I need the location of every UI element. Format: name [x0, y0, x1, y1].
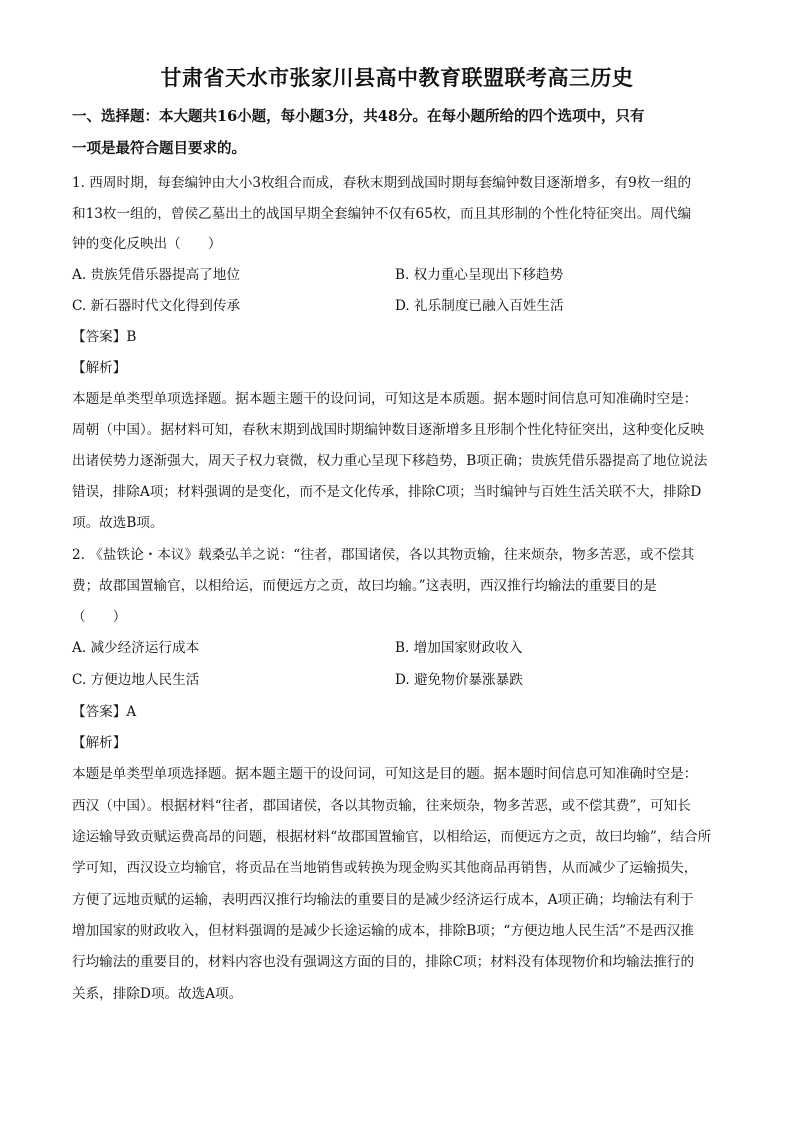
- q2-analysis-line-4: 学可知，西汉设立均输官，将贡品在当地销售或转换为现金购买其他商品再销售，从而减少了运输损失，: [72, 860, 698, 876]
- q1-option-d: D. 礼乐制度已融入百姓生活: [395, 298, 564, 314]
- q2-stem-line-3: （ ）: [72, 609, 127, 625]
- q2-analysis-line-6: 增加国家的财政收入，但材料强调的是减少长途运输的成本，排除B项；“方便边地人民生活”不是西汉推: [72, 923, 695, 939]
- q1-answer: 【答案】B: [72, 329, 137, 345]
- q2-option-b: B. 增加国家财政收入: [395, 640, 523, 656]
- q2-analysis-line-5: 方便了远地贡赋的运输，表明西汉推行均输法的重要目的是减少经济运行成本，A项正确；均输法有利于: [72, 892, 694, 908]
- q1-analysis-line-4: 错误，排除A项；材料强调的是变化，而不是文化传承，排除C项；当时编钟与百姓生活关联不大，排除D: [72, 484, 702, 500]
- q1-option-c: C. 新石器时代文化得到传承: [72, 298, 241, 314]
- q1-analysis-line-2: 周朝（中国）。据材料可知，春秋末期到战国时期编钟数目逐渐增多且形制个性化特征突出，这种变化反映: [72, 422, 705, 438]
- q1-stem-line-2: 和13枚一组的，曾侯乙墓出土的战国早期全套编钟不仅有65枚，而且其形制的个性化特征突出。周代编: [72, 206, 692, 222]
- q2-answer: 【答案】A: [72, 704, 137, 720]
- q2-analysis-line-2: 西汉（中国）。根据材料“往者，郡国诸侯，各以其物贡输，往来烦杂，物多苦恶，或不偿其费”，可知长: [72, 798, 691, 814]
- q1-analysis-label: 【解析】: [72, 360, 127, 376]
- q2-stem-line-1: 2. 《盐铁论・本议》载桑弘羊之说：“往者，郡国诸侯，各以其物贡输，往来烦杂，物多苦恶，或不偿其: [72, 547, 695, 563]
- q2-analysis-line-8: 关系，排除D项。故选A项。: [72, 986, 243, 1002]
- q1-stem-line-3: 钟的变化反映出（ ）: [72, 236, 222, 252]
- q2-analysis-line-1: 本题是单类型单项选择题。据本题主题干的设问词，可知这是目的题。据本题时间信息可知准确时空是：: [72, 766, 698, 782]
- q2-analysis-label: 【解析】: [72, 735, 127, 751]
- page-title: 甘肃省天水市张家川县高中教育联盟联考高三历史: [160, 65, 634, 90]
- q1-option-b: B. 权力重心呈现出下移趋势: [395, 267, 564, 283]
- section-heading-line-2: 一项是最符合题目要求的。: [72, 140, 246, 157]
- q2-stem-line-2: 费；故郡国置输官，以相给运，而便远方之贡，故曰均输。”这表明，西汉推行均输法的重要目的是: [72, 578, 657, 594]
- q1-option-a: A. 贵族凭借乐器提高了地位: [72, 267, 240, 283]
- q2-analysis-line-7: 行均输法的重要目的，材料内容也没有强调这方面的目的，排除C项；材料没有体现物价和均输法推行的: [72, 954, 695, 970]
- q1-analysis-line-3: 出诸侯势力逐渐强大，周天子权力衰微，权力重心呈现下移趋势，B项正确；贵族凭借乐器提高了地位说法: [72, 453, 708, 469]
- q2-option-a: A. 减少经济运行成本: [72, 640, 200, 656]
- section-heading-line-1: 一、选择题：本大题共16小题，每小题3分，共48分。在每小题所给的四个选项中，只有: [72, 108, 645, 125]
- q1-analysis-line-5: 项。故选B项。: [72, 515, 164, 531]
- q2-option-d: D. 避免物价暴涨暴跌: [395, 672, 523, 688]
- q2-analysis-line-3: 途运输导致贡赋运费高昂的问题，根据材料“故郡国置输官，以相给运，而便远方之贡，故曰均输”，结合所: [72, 829, 712, 845]
- q1-stem-line-1: 1. 西周时期，每套编钟由大小3枚组合而成，春秋末期到战国时期每套编钟数目逐渐增多，有9枚一组的: [72, 175, 692, 191]
- q2-option-c: C. 方便边地人民生活: [72, 672, 200, 688]
- q1-analysis-line-1: 本题是单类型单项选择题。据本题主题干的设问词，可知这是本质题。据本题时间信息可知准确时空是：: [72, 391, 698, 407]
